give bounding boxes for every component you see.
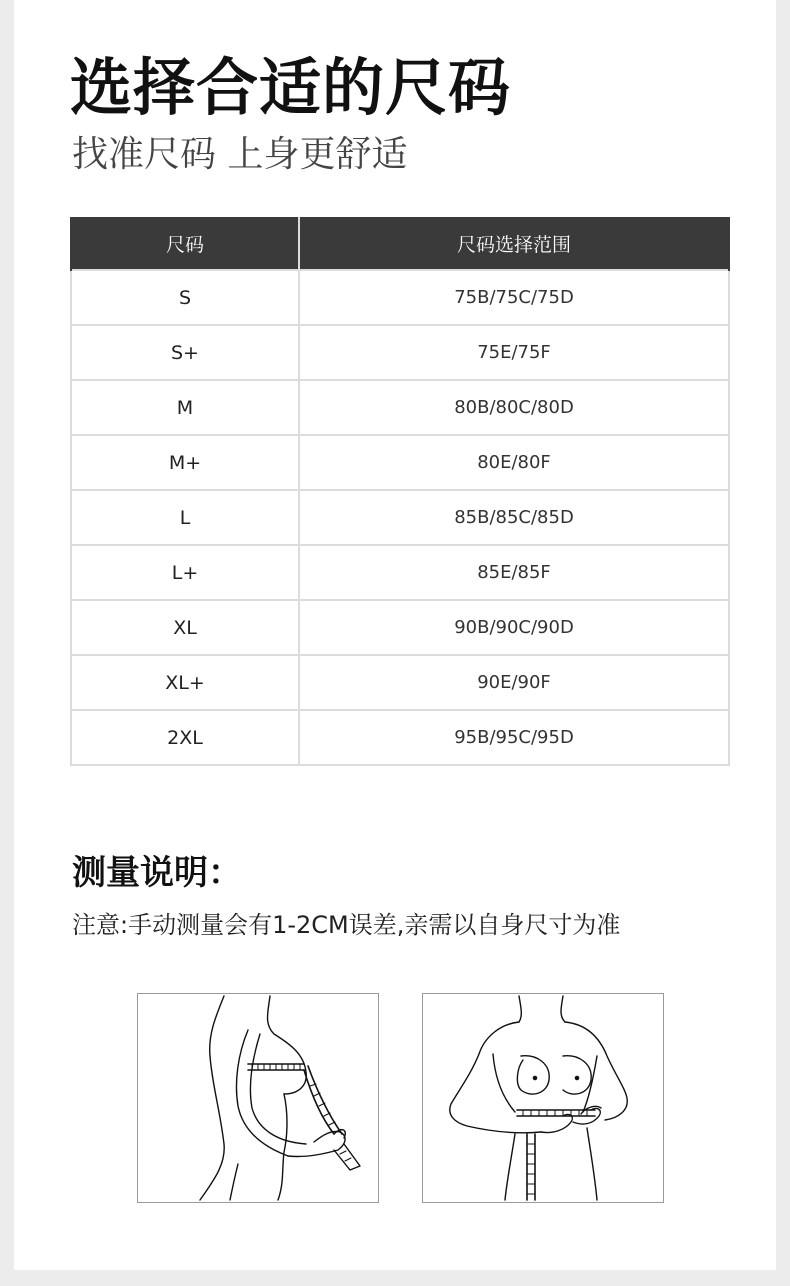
range-cell: 90E/90F: [299, 655, 729, 710]
range-cell: 85B/85C/85D: [299, 490, 729, 545]
side-view-figure-icon: [138, 994, 378, 1202]
column-header-range: 尺码选择范围: [299, 217, 729, 270]
size-cell: L: [71, 490, 299, 545]
table-row: [71, 380, 729, 435]
table-row: [71, 545, 729, 600]
range-cell: 80E/80F: [299, 435, 729, 490]
size-cell: M+: [71, 435, 299, 490]
range-cell: 90B/90C/90D: [299, 600, 729, 655]
size-cell: M: [71, 380, 299, 435]
range-cell: 75B/75C/75D: [299, 270, 729, 325]
table-row: [71, 270, 729, 325]
page-title: 选择合适的尺码: [70, 51, 512, 124]
table-row: [71, 435, 729, 490]
size-cell: S: [71, 270, 299, 325]
size-cell: XL: [71, 600, 299, 655]
measurement-title: 测量说明：: [72, 853, 242, 893]
table-row: [71, 325, 729, 380]
range-cell: 80B/80C/80D: [299, 380, 729, 435]
range-cell: 75E/75F: [299, 325, 729, 380]
column-header-size: 尺码: [71, 217, 299, 270]
table-row: [71, 600, 729, 655]
size-cell: L+: [71, 545, 299, 600]
size-cell: 2XL: [71, 710, 299, 765]
range-cell: 85E/85F: [299, 545, 729, 600]
side-view-chest-measurement-figure: [137, 993, 379, 1203]
measurement-note: 注意:手动测量会有1-2CM误差,亲需以自身尺寸为准: [72, 911, 621, 939]
front-view-underbust-measurement-figure: [422, 993, 664, 1203]
table-row: [71, 710, 729, 765]
size-cell: S+: [71, 325, 299, 380]
range-cell: 95B/95C/95D: [299, 710, 729, 765]
front-view-figure-icon: [423, 994, 663, 1202]
table-row: [71, 655, 729, 710]
table-row: [71, 490, 729, 545]
size-table: [70, 217, 730, 766]
size-cell: XL+: [71, 655, 299, 710]
size-guide-page: [14, 0, 776, 1270]
table-header-row: [71, 217, 729, 270]
page-subtitle: 找准尺码 上身更舒适: [72, 134, 408, 175]
